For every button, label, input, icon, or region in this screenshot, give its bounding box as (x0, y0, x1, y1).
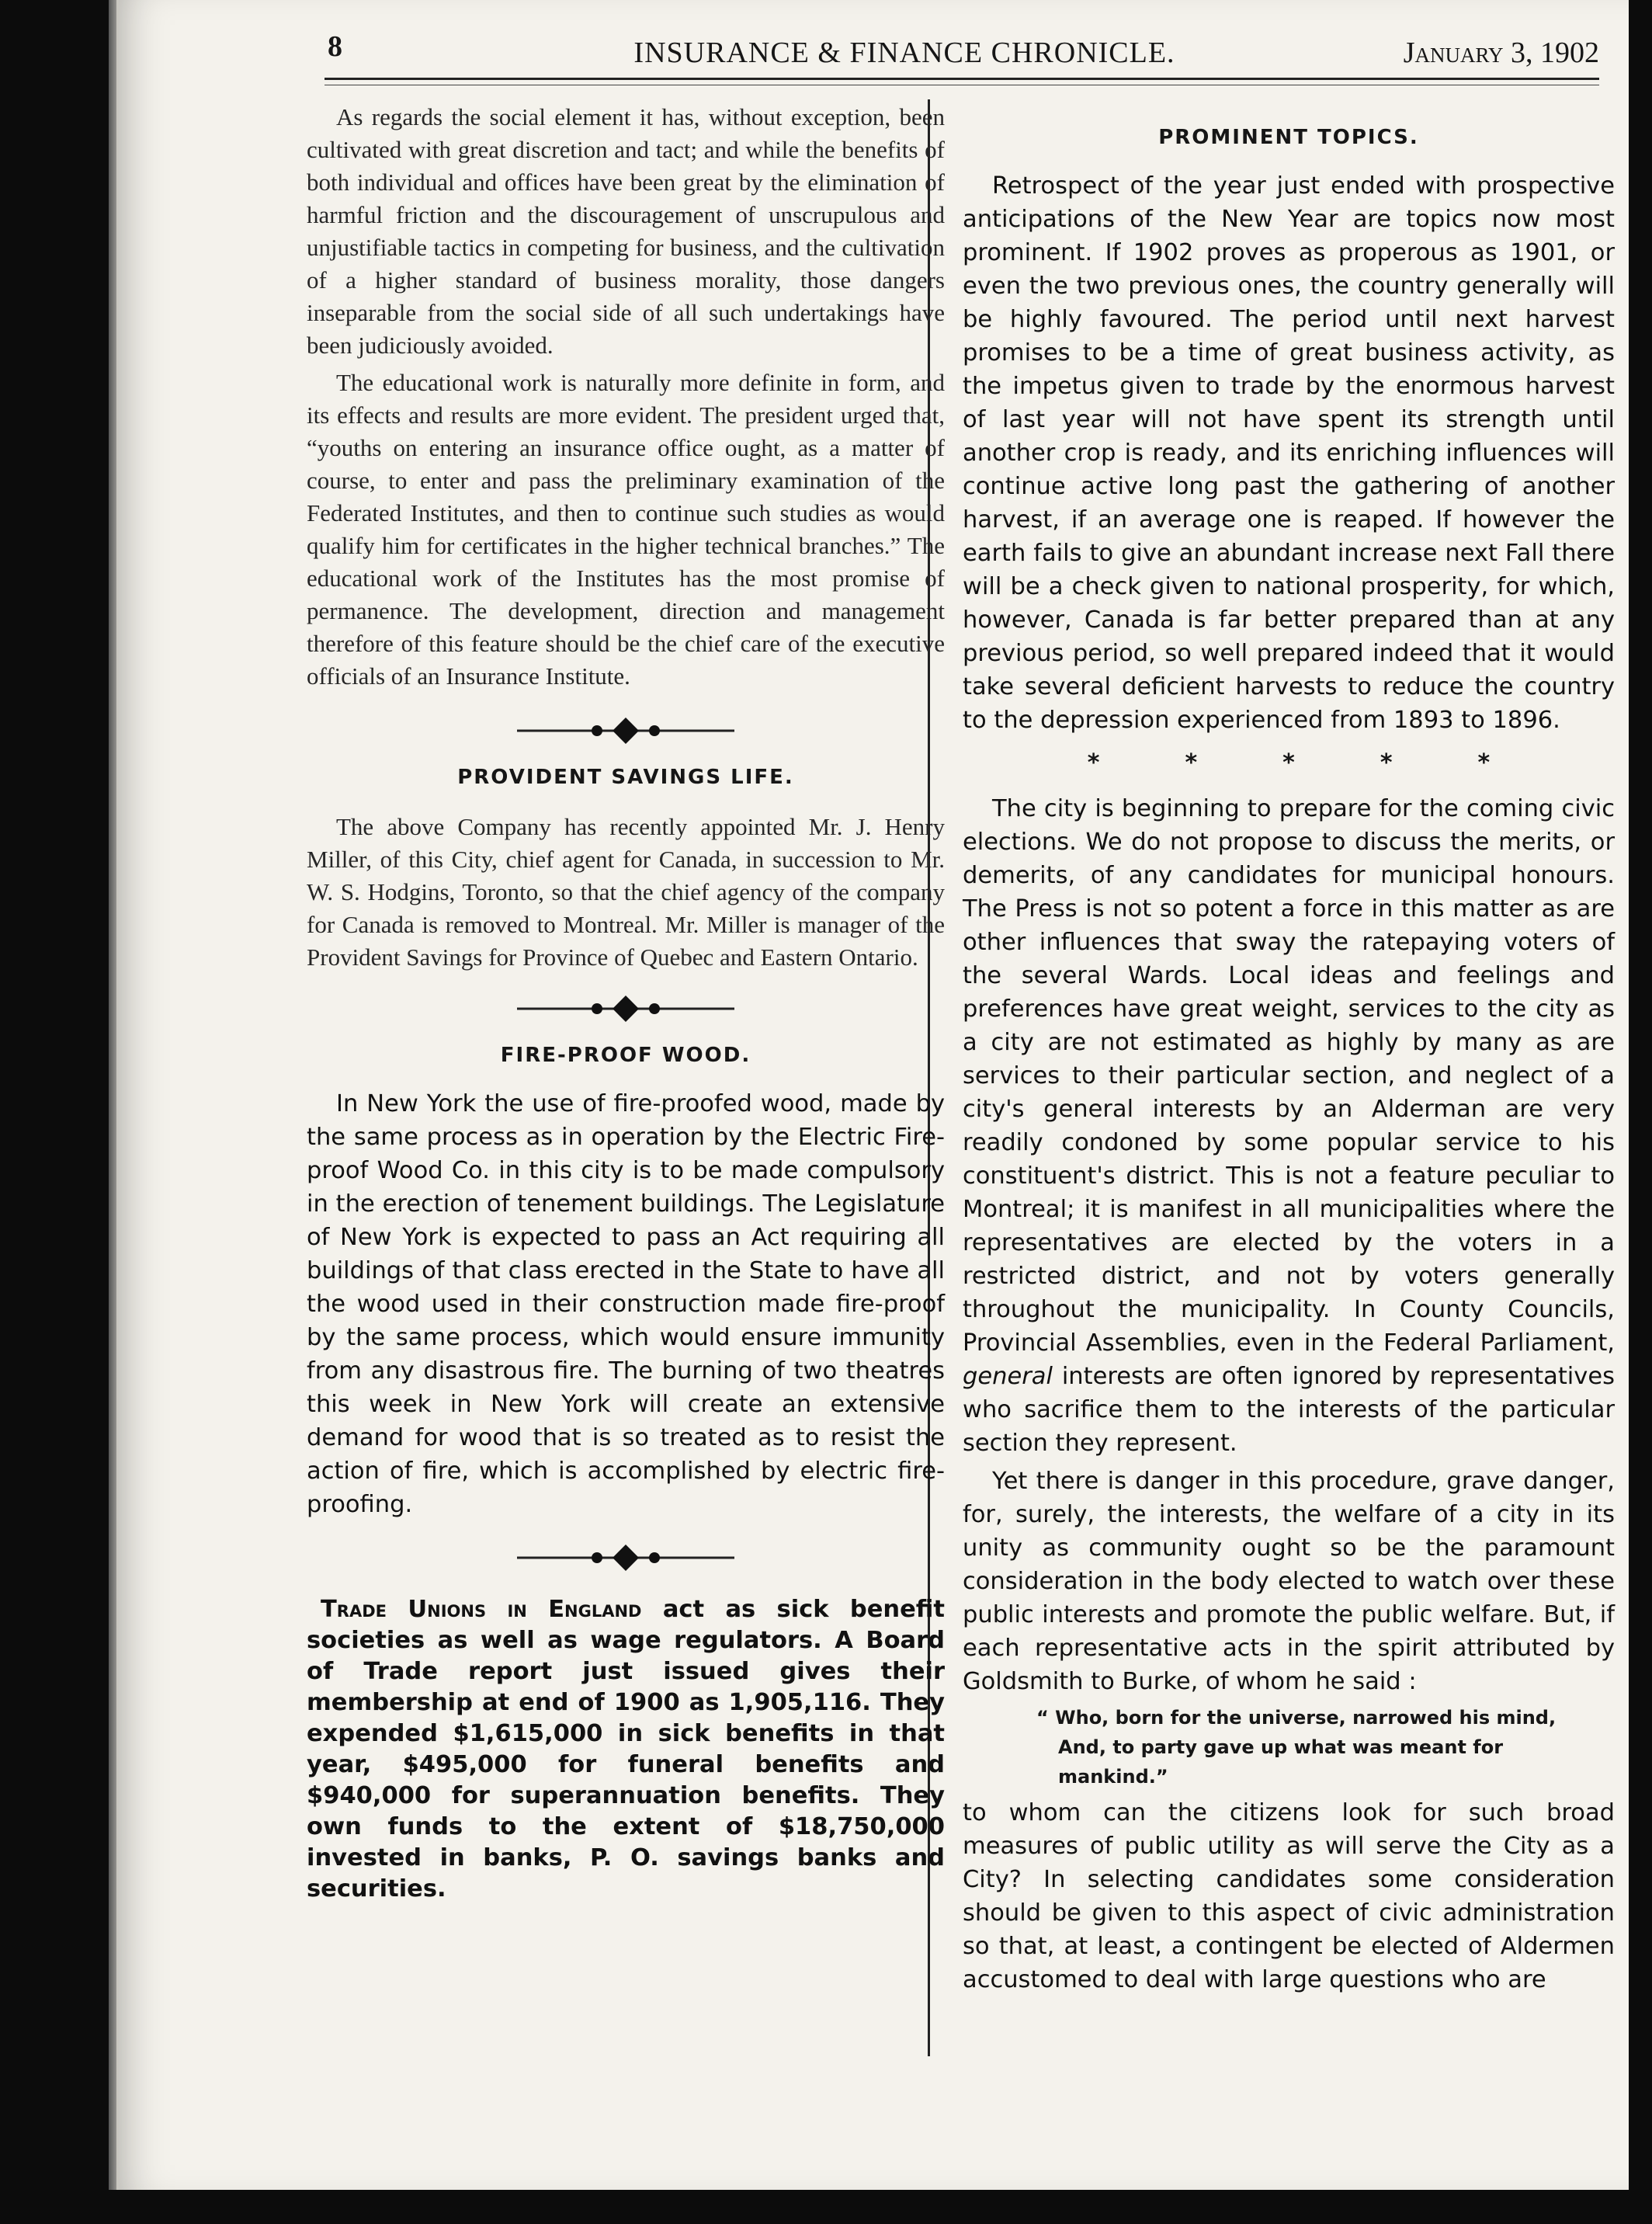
prominent-topics-heading: PROMINENT TOPICS. (1158, 126, 1419, 149)
fireproof-article (307, 1087, 945, 1521)
civic-paragraph: Yet there is danger in this procedure, grave danger, for, surely, the interests, the welfare of a city in its unity as community ought so be the paramount consideration in the body elected to watch over these public interests and promote the public welfare. But, if each representative acts in the spirit attributed by Goldsmith to Burke, of whom he said : (963, 1468, 1615, 1695)
prominent-topics-article (963, 169, 1615, 737)
left-column (307, 101, 945, 1905)
trade-unions-lead: Trade Unions in England (321, 1596, 642, 1623)
civic-paragraph (963, 792, 1615, 1460)
issue-date: January 3, 1902 (1403, 36, 1599, 69)
star: * (1380, 749, 1393, 777)
trade-unions-paragraph (307, 1594, 945, 1905)
fireproof-heading: FIRE-PROOF WOOD. (500, 1044, 751, 1067)
right-column (963, 101, 1615, 1996)
section-stars (963, 749, 1615, 777)
civic-text-a: The city is beginning to prepare for the coming civic elections. We do not propose to discuss the merits, or demerits, of any candidates for municipal honours. The Press is not so potent a force in this matter as are other influences that sway the ratepaying voters of the several Wards. Local ideas and feelings and preferences have great weight, services to the city as a city are not estimated as highly by many as are services to their particular section, and neglect of a city's general interests by an Alderman are very readily condoned by some popular service to his constituent's district. This is not a feature peculiar to Montreal; it is manifest in all municipalities where the representatives are elected by the voters in a restricted district, and not by voters generally throughout the municipality. In County Councils, Provincial Assemblies, even in the Federal Parliament, (963, 795, 1615, 1357)
civic-elections-article (963, 792, 1615, 1698)
goldsmith-quote (963, 1703, 1615, 1791)
fireproof-body: In New York the use of fire-proofed wood, made by the same process as in operation by the Electric Fire-proof Wood Co. in this city is to be made compulsory in the erection of tenement buildings. The Legislature of New York is expected to pass an Act requiring all buildings of that class erected in the State to have all the wood used in their construction made fire-proof by the same process, which would ensure immunity from any disastrous fire. The burning of two theatres this week in New York will create an extensive demand for wood that is so treated as to resist the action of fire, which is accomplished by electric fire-proofing. (307, 1090, 945, 1518)
provident-heading: PROVIDENT SAVINGS LIFE. (457, 766, 794, 789)
page-number: 8 (328, 30, 342, 63)
civic-text-b: interests are often ignored by representatives who sacrifice them to the interests of the particular section they represent. (963, 1363, 1615, 1457)
civic-conclusion (963, 1796, 1615, 1996)
section-ornament (517, 997, 734, 1020)
section-ornament (517, 1546, 734, 1569)
trade-unions-body: act as sick benefit societies as well as wage regulators. A Board of Trade report just issued gives their membership at end of 1900 as 1,905,116. They expended $1,615,000 in sick benefits in that year, $495,000 for funeral benefits and $940,000 for superannuation benefits. They own funds to the extent of $18,750,000 invested in banks, P. O. savings banks and securities. (307, 1596, 945, 1903)
header-rule (324, 78, 1599, 85)
page-header (210, 30, 1599, 76)
institute-article (307, 101, 945, 693)
star: * (1087, 749, 1100, 777)
journal-title: INSURANCE & FINANCE CHRONICLE. (633, 36, 1175, 69)
trade-unions-article (307, 1594, 945, 1905)
star: * (1477, 749, 1491, 777)
civic-paragraph: to whom can the citizens look for such broad measures of public utility as will serve the City as a City? In selecting candidates some consideration should be given to this aspect of civic administration so that, at least, a contingent be elected of Aldermen accustomed to deal with large questions who are (963, 1799, 1615, 1993)
article-paragraph: As regards the social element it has, without exception, been cultivated with great discretion and tact; and while the benefits of both individual and offices have been great by the elimination of harmful friction and the discouragement of unscrupulous and unjustifiable tactics in competing for business, and the cultivation of a higher standard of business morality, those dangers inseparable from the social side of all such undertakings have been judiciously avoided. (307, 103, 945, 359)
section-ornament (517, 719, 734, 742)
star: * (1282, 749, 1295, 777)
article-paragraph: The educational work is naturally more definite in form, and its effects and results are more evident. The president urged that, “youths on entering an insurance office ought, as a matter of course, to enter and pass the preliminary examination of the Federated Institutes, and then to continue such studies as would qualify him for certificates in the higher technical branches.” The educational work of the Institutes has the most promise of permanence. The development, direction and management therefore of this feature should be the chief care of the executive officials of an Insurance Institute. (307, 369, 945, 690)
civic-text-emphasis: general (963, 1363, 1053, 1390)
provident-body: The above Company has recently appointed Mr. J. Henry Miller, of this City, chief agent for Canada, in succession to Mr. W. S. Hodgins, Toronto, so that the chief agency of the company for Canada is removed to Montreal. Mr. Miller is manager of the Provident Savings for Province of Quebec and Eastern Ontario. (307, 813, 945, 971)
provident-article (307, 811, 945, 974)
topics-paragraph: Retrospect of the year just ended with prospective anticipations of the New Year are topics now most prominent. If 1902 proves as properous as 1901, or even the two previous ones, the country generally will be highly favoured. The period until next harvest promises to be a time of great business activity, as the impetus given to trade by the enormous harvest of last year will not have spent its strength until another crop is ready, and its enriching influences will continue active long past the gathering of another harvest, if an average one is reaped. If however the earth fails to give an abundant increase next Fall there will be a check given to national prosperity, for which, however, Canada is far better prepared than at any previous period, so well prepared indeed that it would take several deficient harvests to reduce the country to the depression experienced from 1893 to 1896. (963, 172, 1615, 734)
quote-line: “ Who, born for the universe, narrowed his mind, (1036, 1707, 1557, 1729)
quote-line: And, to party gave up what was meant for mankind.” (1058, 1736, 1504, 1788)
star: * (1185, 749, 1198, 777)
